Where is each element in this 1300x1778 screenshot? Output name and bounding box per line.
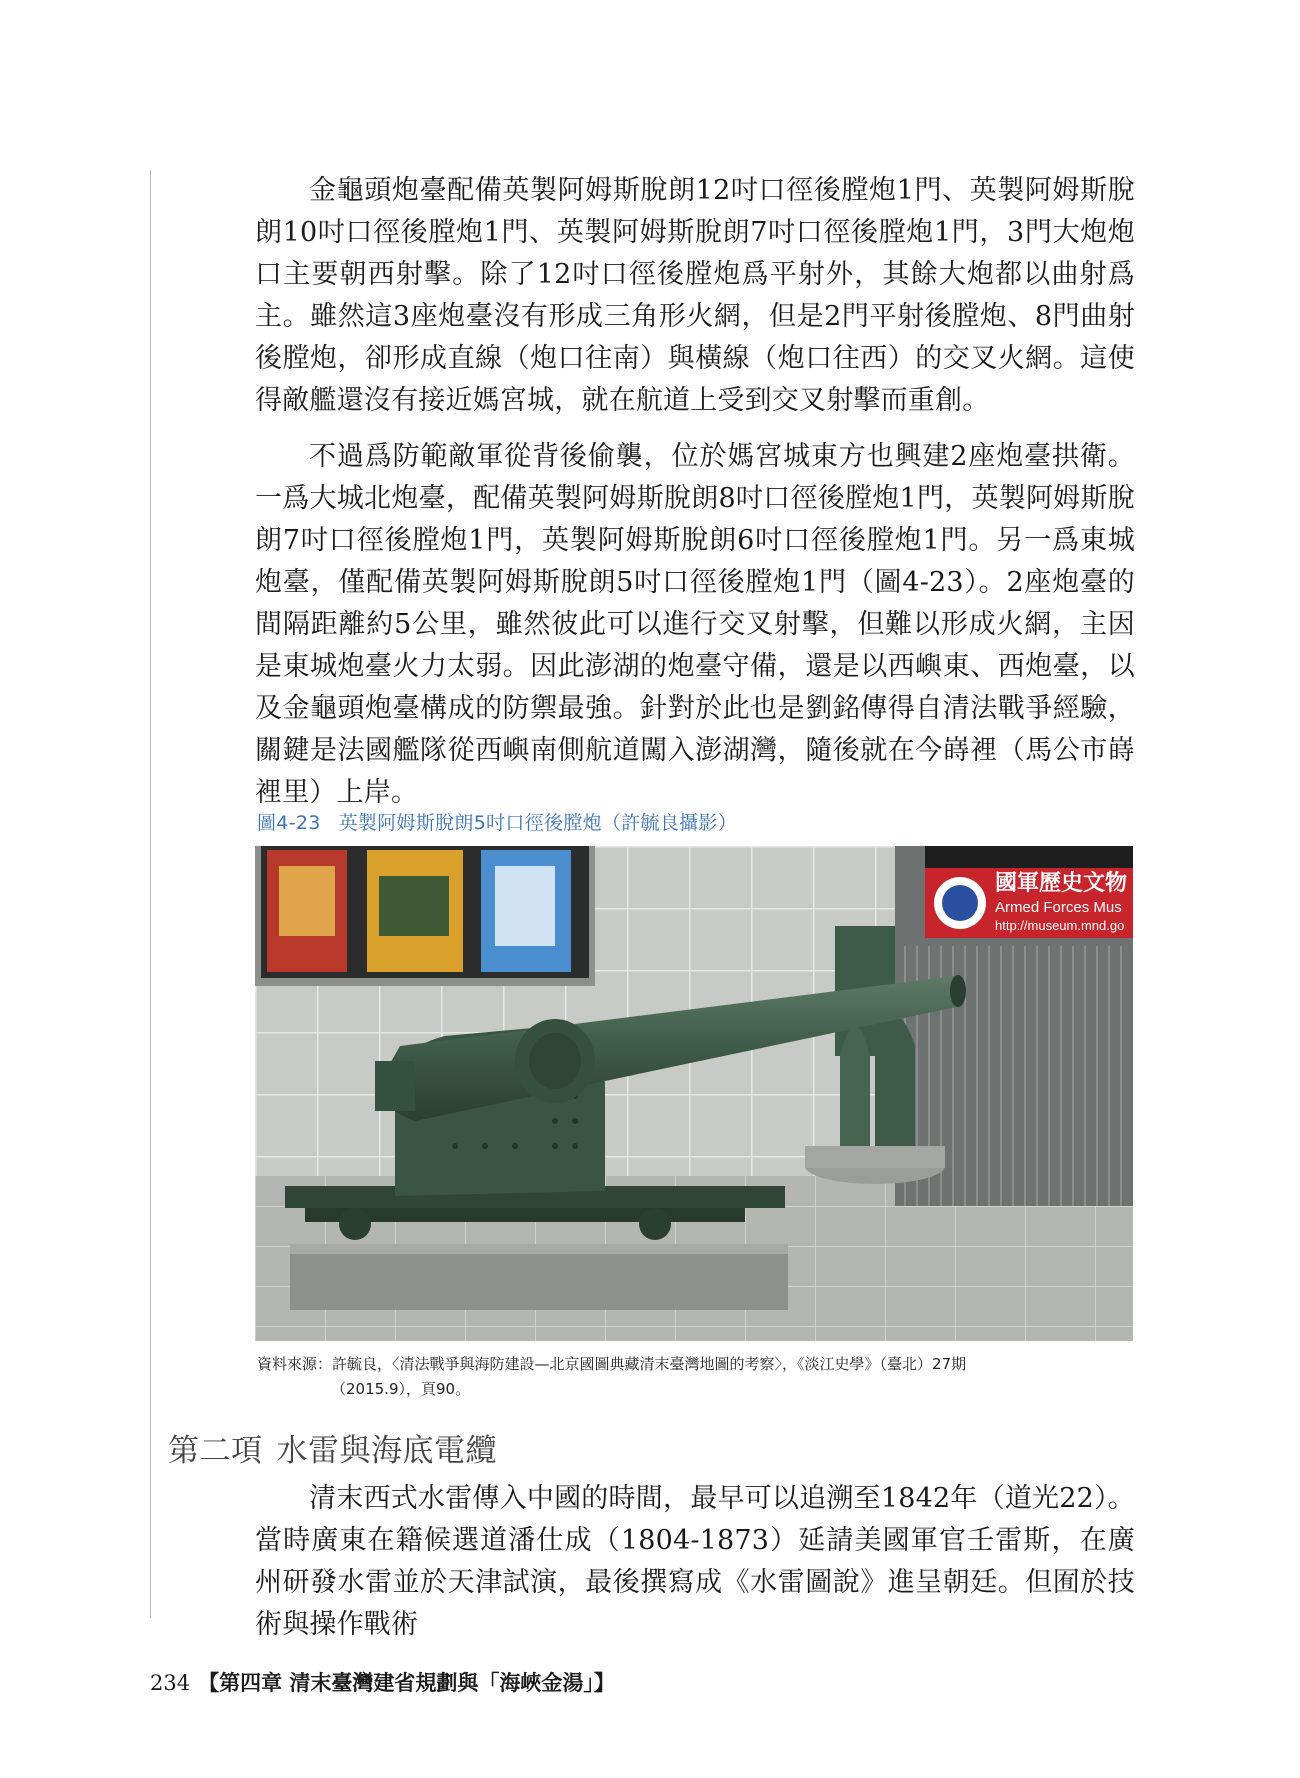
margin-rule <box>150 170 151 1618</box>
figure-title: 英製阿姆斯脫朗5吋口徑後膛炮（許毓良攝影） <box>338 812 738 834</box>
page-footer <box>150 1667 615 1697</box>
page-number: 234 <box>150 1671 191 1695</box>
section-title: 水雷與海底電纜 <box>276 1433 497 1469</box>
section-heading <box>168 1425 497 1470</box>
body-paragraph: 清末西式水雷傳入中國的時間，最早可以追溯至1842年（道光22）。當時廣東在籍候選道潘仕成（1804-1873）延請美國軍官壬雷斯，在廣州研發水雷並於天津試演，最後撰寫成《水雷圖說》進呈朝廷。但囿於技術與操作戰術 <box>255 1483 1135 1640</box>
body-paragraph: 不過爲防範敵軍從背後偷襲，位於媽宮城東方也興建2座炮臺拱衛。一爲大城北炮臺，配備英製阿姆斯脫朗8吋口徑後膛炮1門，英製阿姆斯脫朗7吋口徑後膛炮1門，英製阿姆斯脫朗6吋口徑後膛炮1門。另一爲東城炮臺，僅配備英製阿姆斯脫朗5吋口徑後膛炮1門（圖4-23）。2座炮臺的間隔距離約5公里，雖然彼此可以進行交叉射擊，但難以形成火網，主因是東城炮臺火力太弱。因此澎湖的炮臺守備，還是以西嶼東、西炮臺，以及金龜頭炮臺構成的防禦最強。針對於此也是劉銘傳得自清法戰爭經驗，關鍵是法國艦隊從西嶼南側航道闖入澎湖灣，隨後就在今嵵裡（馬公市嵵裡里）上岸。 <box>255 441 1135 808</box>
museum-sign-english: Armed Forces Mus <box>995 899 1122 916</box>
cannon-photo <box>255 846 1133 1341</box>
figure-source-note <box>257 1352 1137 1402</box>
figure-caption <box>257 808 737 835</box>
figure-number: 圖4-23 <box>257 812 321 834</box>
source-line-2: （2015.9），頁90。 <box>331 1380 471 1398</box>
museum-sign-url: http://museum.mnd.go <box>995 918 1125 933</box>
museum-sign-chinese: 國軍歷史文物 <box>995 870 1128 896</box>
chapter-title: 【第四章 清末臺灣建省規劃與「海峽金湯」】 <box>198 1670 615 1695</box>
body-paragraph: 金龜頭炮臺配備英製阿姆斯脫朗12吋口徑後膛炮1門、英製阿姆斯脫朗10吋口徑後膛炮1門、英製阿姆斯脫朗7吋口徑後膛炮1門，3門大炮炮口主要朝西射擊。除了12吋口徑後膛炮爲平射外，其餘大炮都以曲射爲主。雖然這3座炮臺沒有形成三角形火網，但是2門平射後膛炮、8門曲射後膛炮，卻形成直線（炮口往南）與橫線（炮口往西）的交叉火網。這使得敵艦還沒有接近媽宮城，就在航道上受到交叉射擊而重創。 <box>255 175 1135 416</box>
section-number: 第二項 <box>168 1433 263 1469</box>
source-line-1: 資料來源：許毓良，〈清法戰爭與海防建設—北京國圖典藏清末臺灣地圖的考察〉，《淡江史學》（臺北）27期 <box>257 1355 967 1373</box>
